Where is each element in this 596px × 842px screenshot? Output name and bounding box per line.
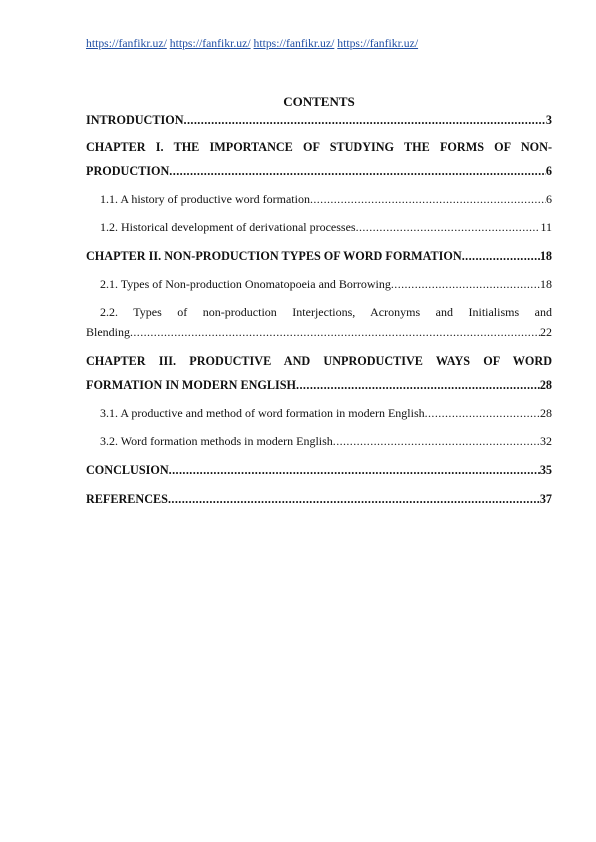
toc-entry-conclusion[interactable] (86, 462, 552, 478)
toc-page-number: 18 (540, 277, 552, 291)
toc-page-number: 35 (539, 463, 552, 477)
toc-title: CONTENTS (283, 94, 355, 109)
toc-entry-section-3-2[interactable] (86, 433, 552, 449)
toc-entry-chapter-3[interactable] (86, 353, 552, 393)
toc-entry-label: INTRODUCTION (86, 113, 184, 127)
toc-entry-label: 2.2. Types of non-production Interjections, Acronyms and Initialisms and (100, 305, 552, 319)
toc-leader-dots (425, 405, 540, 421)
toc-page-number: 3 (545, 113, 552, 127)
toc-entry-label: CHAPTER II. NON-PRODUCTION TYPES OF WORD FORMATION (86, 249, 462, 263)
toc-entry-chapter-2[interactable] (86, 248, 552, 264)
header-link-1[interactable]: https://fanfikr.uz/ (86, 37, 167, 50)
toc-entry-chapter-1[interactable] (86, 139, 552, 179)
toc-entry-section-2-2[interactable] (86, 304, 552, 340)
toc-entry-label: 1.1. A history of productive word formation (100, 192, 310, 206)
toc-leader-dots (391, 276, 540, 292)
toc-leader-dots (296, 377, 540, 393)
header-link-3[interactable]: https://fanfikr.uz/ (253, 37, 335, 50)
toc-leader-dots (356, 219, 541, 235)
toc-entry-label: REFERENCES (86, 492, 168, 506)
toc-leader-dots (462, 248, 540, 264)
toc-leader-dots (169, 163, 546, 179)
header-link-2[interactable]: https://fanfikr.uz/ (169, 37, 251, 50)
toc-page-number: 11 (540, 220, 552, 234)
toc-leader-dots (310, 191, 546, 207)
toc-leader-dots (184, 112, 546, 128)
toc-entry-label: 3.1. A productive and method of word formation in modern English (100, 406, 425, 420)
toc-page-number: 37 (539, 492, 552, 506)
header-link-4[interactable]: https://fanfikr.uz/ (337, 37, 419, 50)
toc-page-number: 32 (540, 434, 552, 448)
toc-entry-references[interactable] (86, 491, 552, 507)
toc-entry-label: CONCLUSION (86, 463, 169, 477)
toc-entry-section-1-2[interactable] (86, 219, 552, 235)
toc-entry-label-cont: PRODUCTION (86, 164, 170, 178)
toc-page-number: 18 (539, 249, 552, 263)
toc-entry-label: 1.2. Historical development of derivational processes (100, 220, 356, 234)
header-links (86, 36, 546, 52)
toc-entry-introduction[interactable] (86, 112, 552, 128)
toc-entry-label: CHAPTER I. THE IMPORTANCE OF STUDYING THE FORMS OF NON- (86, 140, 552, 154)
toc-leader-dots (130, 324, 540, 340)
toc-entry-label: CHAPTER III. PRODUCTIVE AND UNPRODUCTIVE WAYS OF WORD (86, 354, 552, 368)
toc-entry-label: 2.1. Types of Non-production Onomatopoeia and Borrowing (100, 277, 391, 291)
toc-page-number: 6 (545, 164, 552, 178)
toc-leader-dots (168, 491, 540, 507)
toc-entry-label: 3.2. Word formation methods in modern English (100, 434, 333, 448)
table-of-contents (86, 112, 552, 507)
toc-leader-dots (333, 433, 540, 449)
toc-leader-dots (169, 462, 540, 478)
toc-entry-section-3-1[interactable] (86, 405, 552, 421)
toc-entry-section-1-1[interactable] (86, 191, 552, 207)
toc-entry-label-cont: Blending (86, 325, 130, 339)
toc-page-number: 28 (539, 378, 552, 392)
toc-page-number: 6 (546, 192, 552, 206)
toc-entry-section-2-1[interactable] (86, 276, 552, 292)
toc-entry-label-cont: FORMATION IN MODERN ENGLISH (86, 378, 297, 392)
toc-page-number: 22 (540, 325, 552, 339)
toc-page-number: 28 (540, 406, 552, 420)
